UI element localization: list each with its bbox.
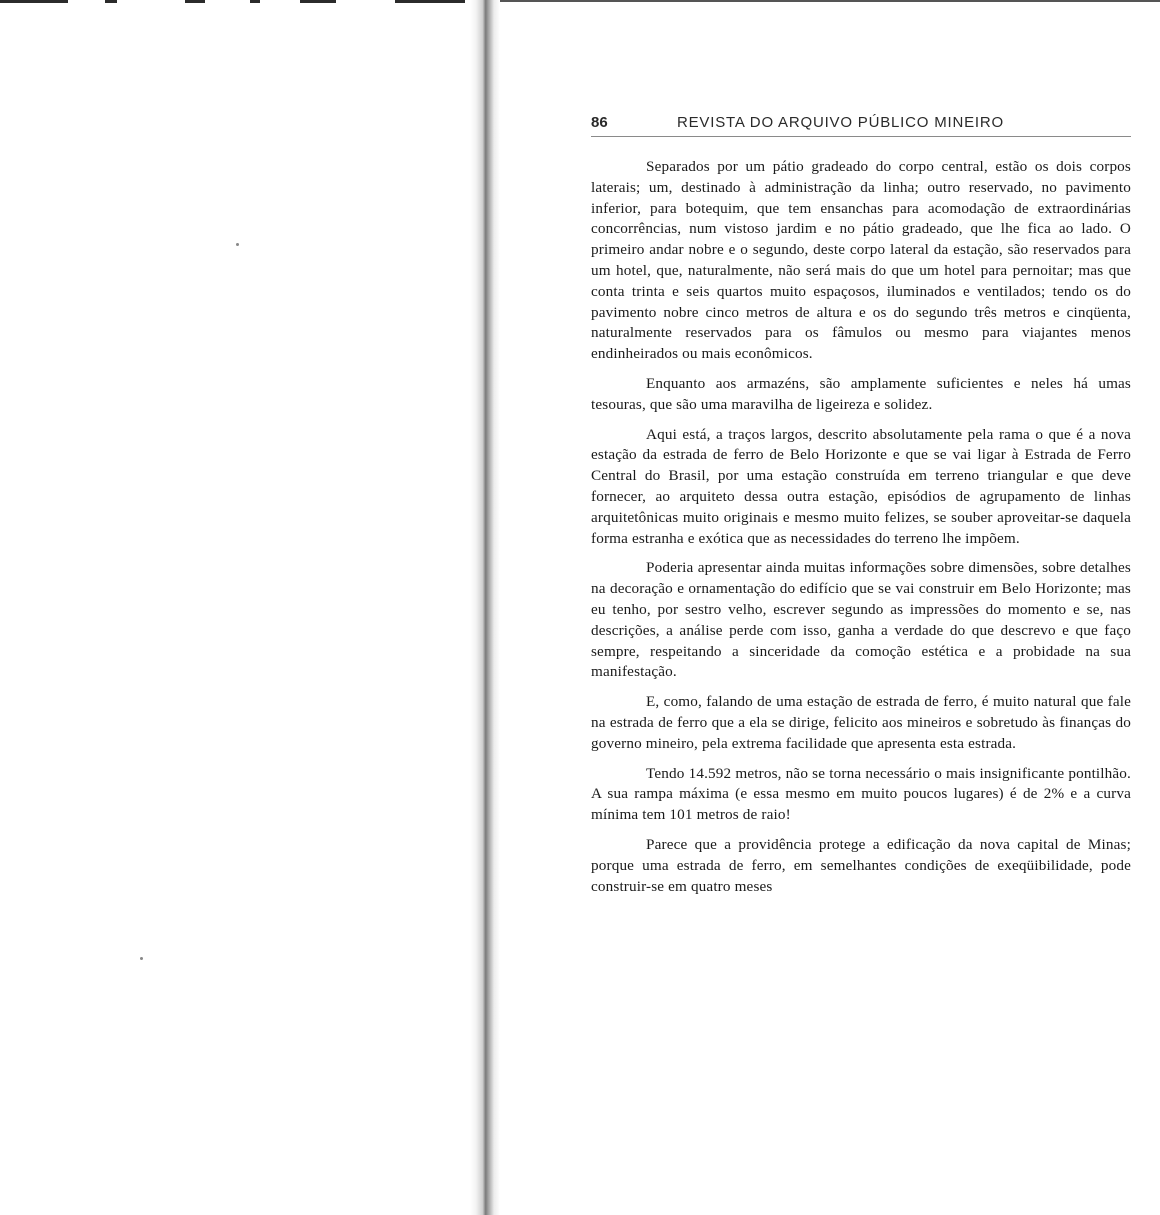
body-text	[591, 157, 1131, 897]
scan-speck	[140, 957, 143, 960]
page-number: 86	[591, 114, 608, 131]
paragraph: Poderia apresentar ainda muitas informações sobre dimensões, sobre detalhes na decoração e ornamentação do edifício que se vai construir em Belo Horizonte; mas eu tenho, por sestro velho, escrever segundo as impressões do momento e se, nas descrições, a análise perde com isso, ganha a verdade do que descrevo e que faço sempre, respeitando a sinceridade da comoção estética e a probidade na sua manifestação.	[591, 559, 1131, 681]
paragraph: Tendo 14.592 metros, não se torna necessário o mais insignificante pontilhão. A sua rampa máxima (e essa mesmo em muito poucos lugares) é de 2% e a curva mínima tem 101 metros de raio!	[591, 764, 1131, 824]
running-head	[591, 110, 1131, 137]
paragraph: Separados por um pátio gradeado do corpo central, estão os dois corpos laterais; um, destinado à administração da linha; outro reservado, no pavimento inferior, para botequim, que tem ensanchas para acomodação de extraordinárias concorrências, num vistoso jardim e no pátio gradeado, que lhe fica ao lado. O primeiro andar nobre e o segundo, deste corpo lateral da estação, são reservados para um hotel, que, naturalmente, não será mais do que um hotel para pernoitar; mas que conta trinta e seis quartos muito espaçosos, iluminados e ventilados; tendo os do pavimento nobre cinco metros de altura e os do segundo três metros e cinqüenta, naturalmente reservados para os fâmulos ou mesmo para viajantes menos endinheirados ou mais econômicos.	[591, 158, 1131, 363]
paragraph: Enquanto aos armazéns, são amplamente suficientes e neles há umas tesouras, que são uma maravilha de ligeireza e solidez.	[591, 374, 1131, 413]
book-spine-shadow	[470, 0, 500, 1215]
paragraph: E, como, falando de uma estação de estrada de ferro, é muito natural que fale na estrada de ferro que a ela se dirige, felicito aos mineiros e sobretudo às finanças do governo mineiro, pela extrema facilidade que apresenta esta estrada.	[591, 693, 1131, 752]
scan-speck	[236, 243, 239, 246]
paragraph: Parece que a providência protege a edificação da nova capital de Minas; porque uma estrada de ferro, em semelhantes condições de exeqüibilidade, pode construir-se em quatro meses	[591, 835, 1131, 895]
paragraph: Aqui está, a traços largos, descrito absolutamente pela rama o que é a nova estação da estrada de ferro de Belo Horizonte e que se vai ligar à Estrada de Ferro Central do Brasil, por uma estação construída em terreno triangular e que deve fornecer, ao arquiteto dessa outra estação, episódios de agrupamento de linhas arquitetônicas muito originais e mesmo muito felizes, se souber aproveitar-se daquela forma estranha e exótica que as necessidades do terreno lhe impõem.	[591, 425, 1131, 547]
scan-top-edge	[0, 0, 1160, 6]
book-page	[591, 110, 1131, 906]
journal-title: REVISTA DO ARQUIVO PÚBLICO MINEIRO	[677, 114, 1004, 131]
